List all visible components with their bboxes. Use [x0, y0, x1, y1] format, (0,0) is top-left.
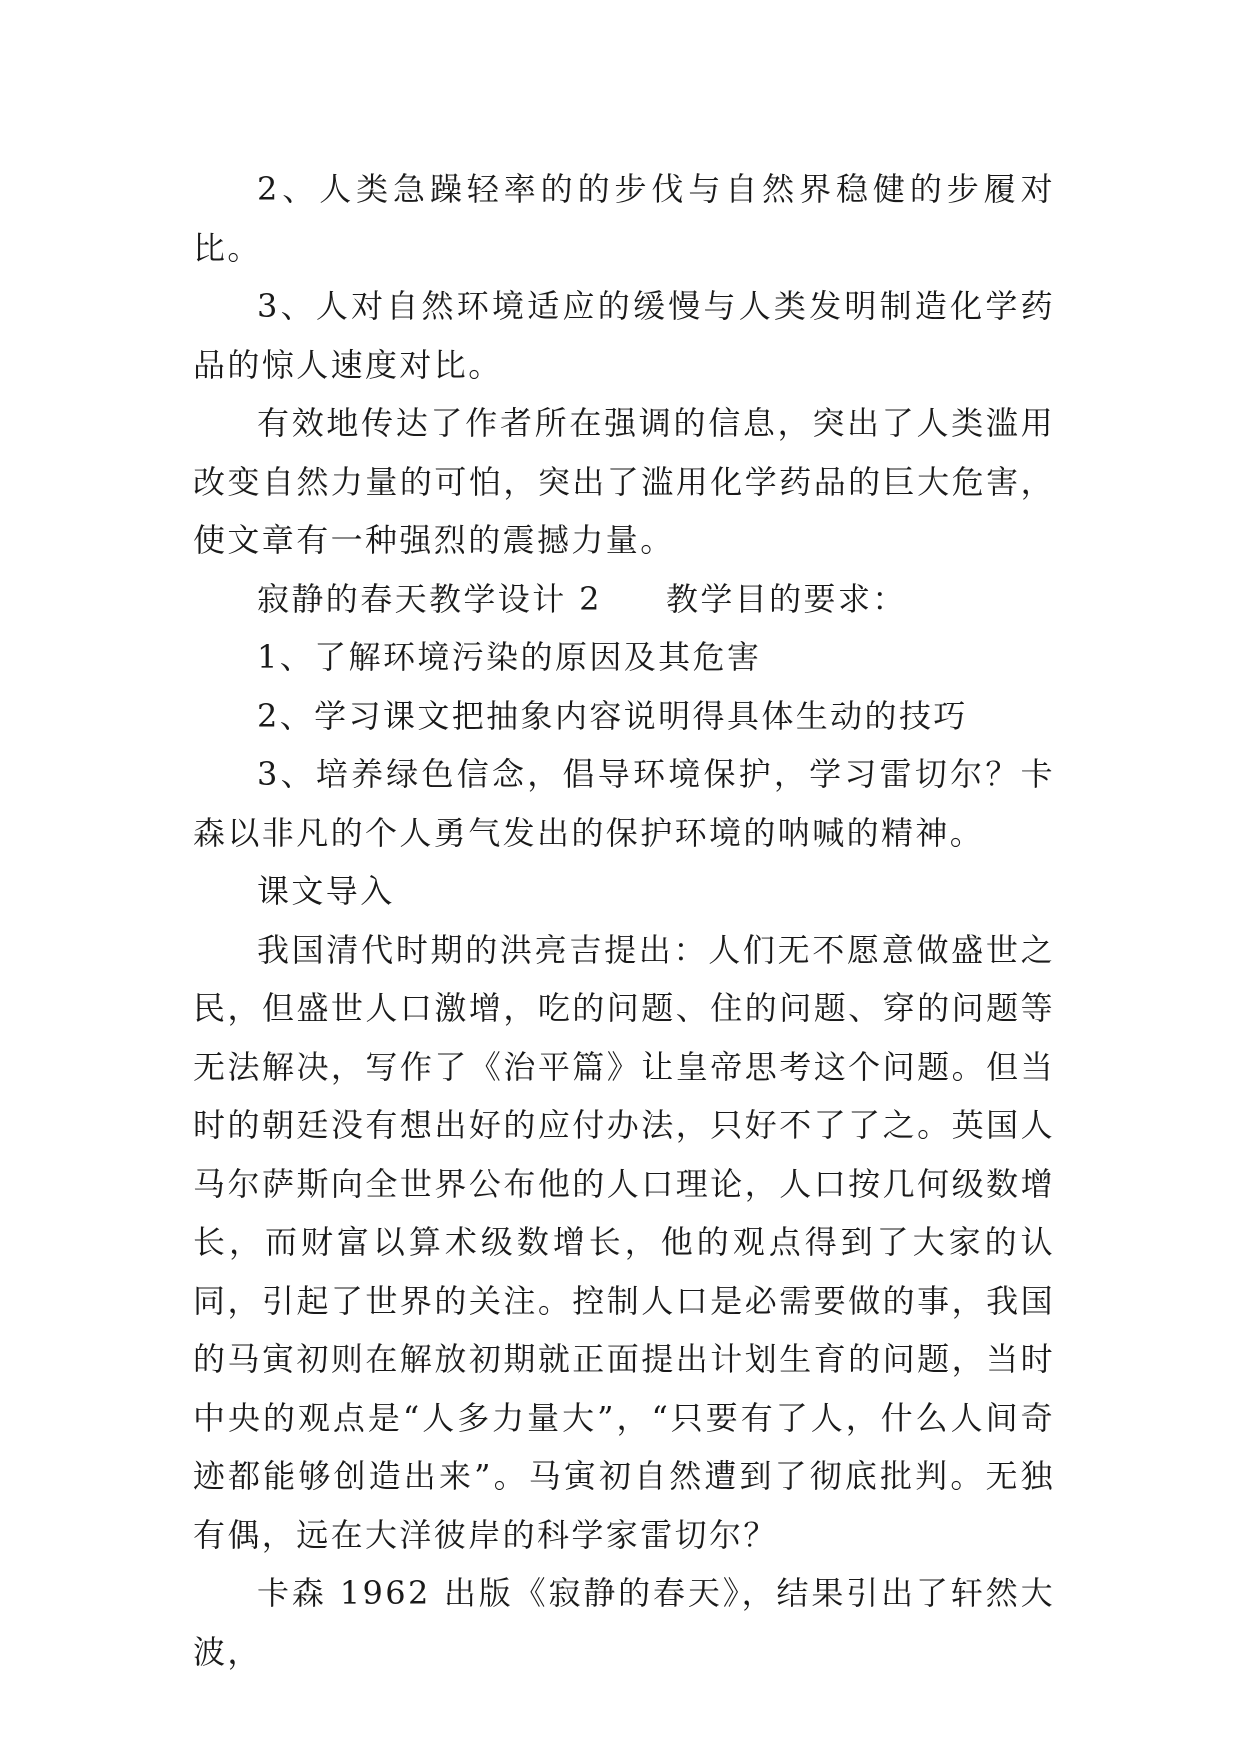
- paragraph-carson: 卡森 1962 出版《寂静的春天》，结果引出了轩然大波，: [193, 1574, 1055, 1671]
- objective-3: 3、培养绿色信念，倡导环境保护，学习雷切尔？卡森以非凡的个人勇气发出的保护环境的呐喊的精神。: [193, 755, 1055, 852]
- paragraph-effect: 有效地传达了作者所在强调的信息，突出了人类滥用改变自然力量的可怕，突出了滥用化学药品的巨大危害，使文章有一种强烈的震撼力量。: [193, 404, 1055, 559]
- document-page: [193, 160, 1055, 1681]
- lesson-intro-body: 我国清代时期的洪亮吉提出：人们无不愿意做盛世之民，但盛世人口激增，吃的问题、住的问题、穿的问题等无法解决，写作了《治平篇》让皇帝思考这个问题。但当时的朝廷没有想出好的应付办法，只好不了了之。英国人马尔萨斯向全世界公布他的人口理论，人口按几何级数增长，而财富以算术级数增长，他的观点得到了大家的认同，引起了世界的关注。控制人口是必需要做的事，我国的马寅初则在解放初期就正面提出计划生育的问题，当时中央的观点是“人多力量大”，“只要有了人，什么人间奇迹都能够创造出来”。马寅初自然遭到了彻底批判。无独有偶，远在大洋彼岸的科学家雷切尔？: [193, 930, 1055, 1554]
- section-subtitle: 教学目的要求：: [665, 579, 907, 618]
- objective-1: 1、了解环境污染的原因及其危害: [257, 638, 762, 676]
- section-title: 寂静的春天教学设计 2: [257, 579, 602, 618]
- paragraph-contrast-2: 2、人类急躁轻率的的步伐与自然界稳健的步履对比。: [193, 170, 1055, 267]
- section-heading: [193, 570, 1055, 629]
- objective-2: 2、学习课文把抽象内容说明得具体生动的技巧: [257, 696, 968, 735]
- paragraph-contrast-3: 3、人对自然环境适应的缓慢与人类发明制造化学药品的惊人速度对比。: [193, 287, 1055, 384]
- lesson-intro-heading: 课文导入: [257, 872, 395, 910]
